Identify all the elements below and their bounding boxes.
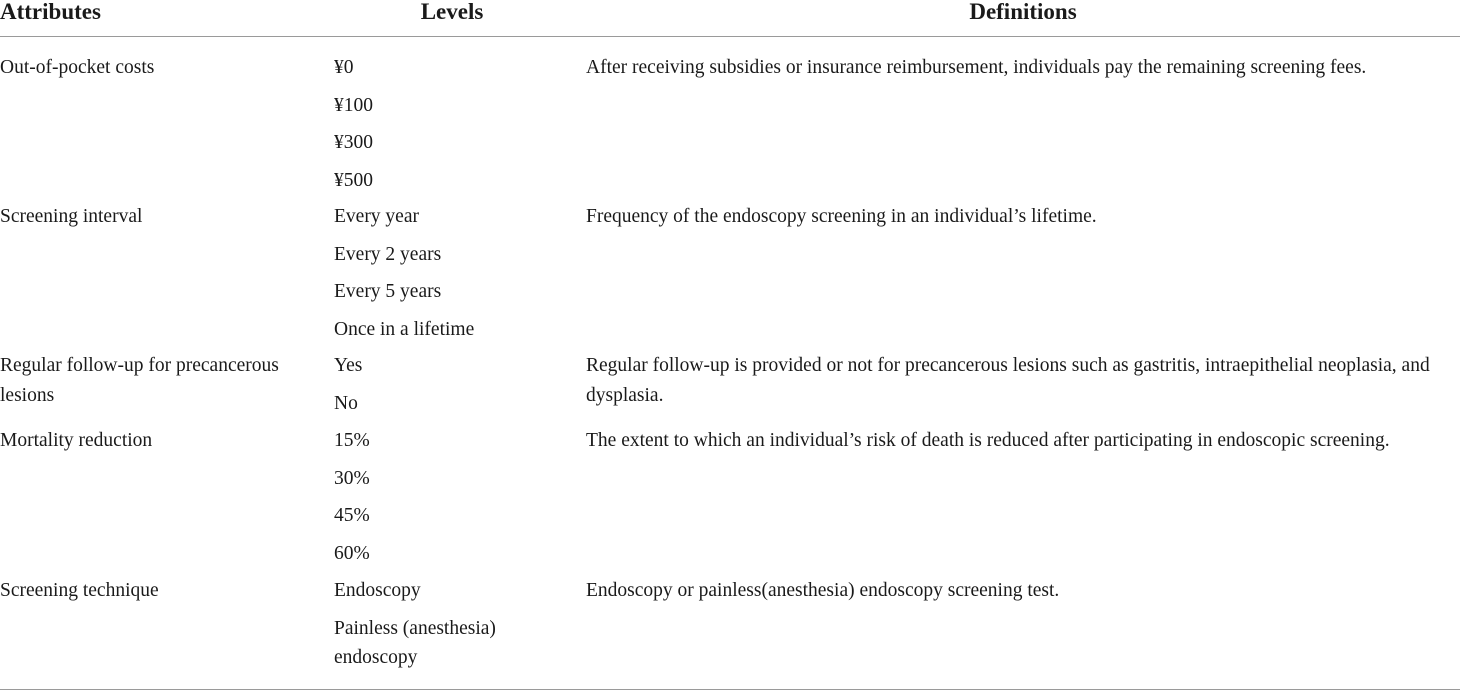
level-item: Painless (anesthesia) endoscopy xyxy=(334,617,496,668)
definition-cell: Frequency of the endoscopy screening in an individual’s lifetime. xyxy=(586,206,1097,227)
level-item: 60% xyxy=(334,542,370,564)
level-item: ¥500 xyxy=(334,169,373,191)
definition-cell: Regular follow-up is provided or not for precancerous lesions such as gastritis, intraepithelial neoplasia, and dysplasia. xyxy=(586,355,1430,406)
table-header xyxy=(0,0,1460,37)
level-item: 45% xyxy=(334,505,370,526)
level-item: Yes xyxy=(334,355,363,376)
level-item: Once in a lifetime xyxy=(334,318,475,340)
header-levels: Levels xyxy=(420,0,484,24)
table-bottom-rule xyxy=(0,689,1460,690)
definition-cell: Endoscopy or painless(anesthesia) endoscopy screening test. xyxy=(586,580,1060,601)
attribute-cell: Screening technique xyxy=(0,580,159,601)
attribute-cell: Out-of-pocket costs xyxy=(0,57,155,78)
level-item: Every year xyxy=(334,206,419,227)
level-item: ¥300 xyxy=(334,132,373,153)
levels-cell xyxy=(334,53,570,195)
level-item: 15% xyxy=(334,430,370,451)
attribute-cell: Mortality reduction xyxy=(0,430,153,451)
attribute-cell: Screening interval xyxy=(0,206,143,227)
level-item: No xyxy=(334,392,358,414)
levels-cell xyxy=(334,426,570,568)
levels-cell xyxy=(334,351,570,418)
header-definitions: Definitions xyxy=(969,0,1077,24)
definition-cell: After receiving subsidies or insurance reimbursement, individuals pay the remaining screening fees. xyxy=(586,57,1367,78)
header-attributes: Attributes xyxy=(0,0,101,24)
level-item: Endoscopy xyxy=(334,580,421,601)
level-item: ¥0 xyxy=(334,57,354,78)
level-item: Every 5 years xyxy=(334,281,442,302)
level-item: 30% xyxy=(334,467,370,489)
definition-cell: The extent to which an individual’s risk of death is reduced after participating in endoscopic screening. xyxy=(586,430,1390,451)
attribute-cell: Regular follow-up for precancerous lesions xyxy=(0,355,279,406)
levels-cell xyxy=(334,576,570,673)
levels-cell xyxy=(334,202,570,344)
level-item: Every 2 years xyxy=(334,243,442,265)
level-item: ¥100 xyxy=(334,94,373,116)
